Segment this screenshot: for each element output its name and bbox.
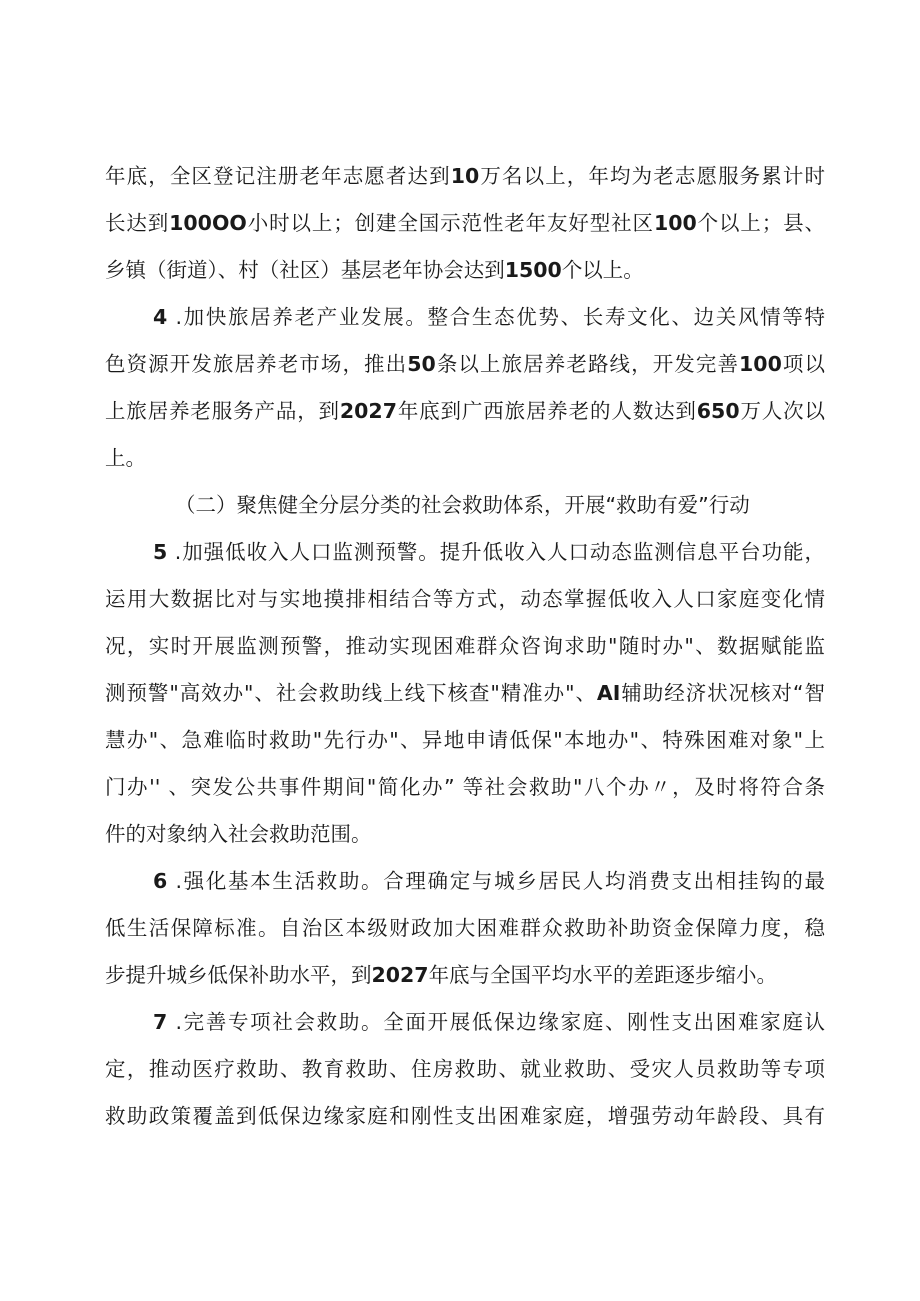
text-line: 门办'' 、突发公共事件期间"简化办” 等社会救助"八个办〃，及时将符合条 [105,775,825,799]
text-line: 救助政策覆盖到低保边缘家庭和刚性支出困难家庭，增强劳动年龄段、具有 [105,1104,825,1128]
section-heading-2 [105,482,825,529]
text-line: 慧办"、急难临时救助"先行办"、异地申请低保"本地办"、特殊困难对象"上 [105,728,825,752]
section-heading: （二）聚焦健全分层分类的社会救助体系，开展“救助有爱”行动 [175,493,750,517]
text-line: 上旅居养老服务产品，到2027年底到广西旅居养老的人数达到650万人次以 [105,399,825,423]
text-line: 定，推动医疗救助、教育救助、住房救助、就业救助、受灾人员救助等专项 [105,1057,825,1081]
text-line: 件的对象纳入社会救助范围。 [105,822,372,846]
text-line: 运用大数据比对与实地摸排相结合等方式，动态掌握低收入人口家庭变化情 [105,587,825,611]
text-line: 测预警"高效办"、社会救助线上线下核查"精准办"、AI辅助经济状况核对“智 [105,681,825,705]
text-line: 年底，全区登记注册老年志愿者达到10万名以上，年均为老志愿服务累计时 [105,164,825,188]
text-line: 长达到100OO小时以上；创建全国示范性老年友好型社区100个以上；县、 [105,211,825,235]
text-line: 上。 [105,446,146,470]
text-line: 况，实时开展监测预警，推动实现困难群众咨询求助"随时办"、数据赋能监 [105,634,825,658]
paragraph-6 [105,858,825,999]
text-line: 4 .加快旅居养老产业发展。整合生态优势、长寿文化、边关风情等特 [153,305,825,329]
text-line: 色资源开发旅居养老市场，推出50条以上旅居养老路线，开发完善100项以 [105,352,825,376]
paragraph-5 [105,529,825,858]
text-line: 步提升城乡低保补助水平，到2027年底与全国平均水平的差距逐步缩小。 [105,963,778,987]
text-line: 乡镇（街道）、村（社区）基层老年协会达到1500个以上。 [105,258,644,282]
paragraph-3-continuation [105,153,825,294]
document-body [105,153,825,1140]
text-line: 6 .强化基本生活救助。合理确定与城乡居民人均消费支出相挂钩的最 [153,869,825,893]
paragraph-7 [105,999,825,1140]
paragraph-4 [105,294,825,482]
text-line: 5 .加强低收入人口监测预警。提升低收入人口动态监测信息平台功能， [153,540,825,564]
text-line: 低生活保障标准。自治区本级财政加大困难群众救助补助资金保障力度，稳 [105,916,825,940]
text-line: 7 .完善专项社会救助。全面开展低保边缘家庭、刚性支出困难家庭认 [153,1010,825,1034]
